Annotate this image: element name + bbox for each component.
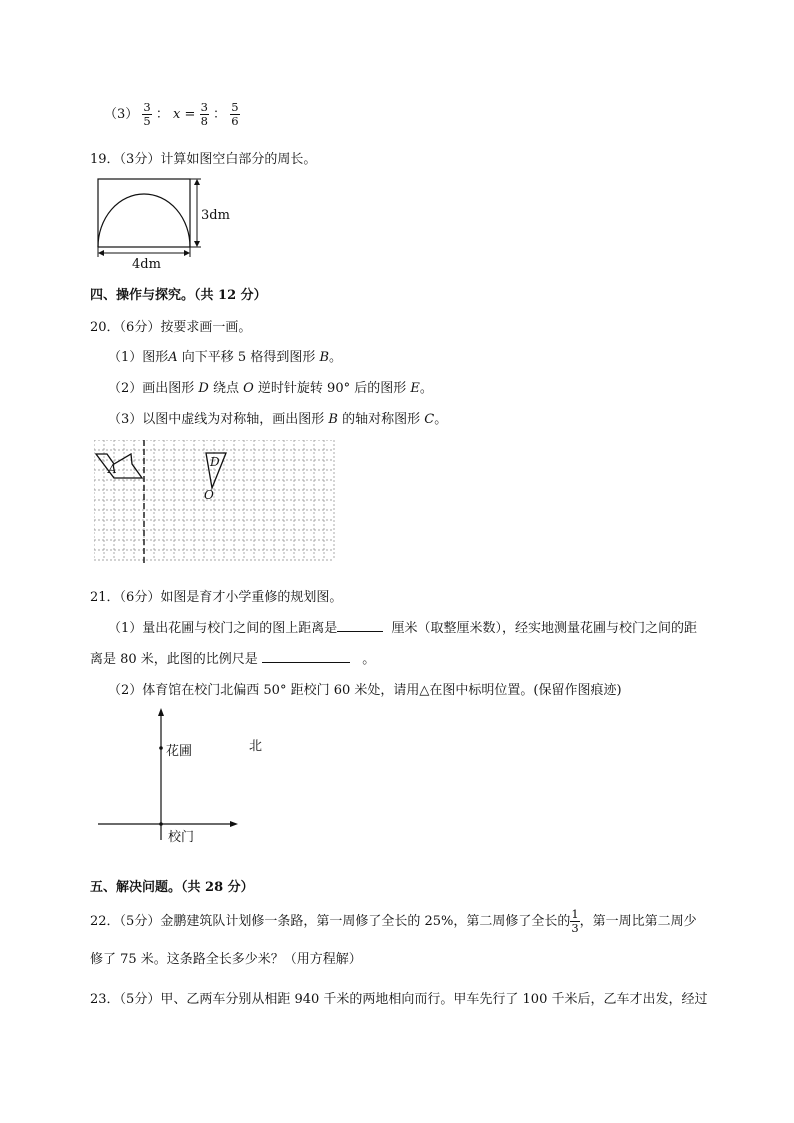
shape-d-label: D bbox=[210, 455, 220, 469]
colon: ： bbox=[213, 107, 227, 122]
gate-point bbox=[159, 822, 163, 826]
q21-map-figure bbox=[94, 706, 254, 846]
equals-sign: = bbox=[184, 107, 196, 122]
section-5-title: 五、解决问题。（共 28 分） bbox=[90, 880, 254, 895]
q23-text: 23．（5分）甲、乙两车分别从相距 940 千米的两地相向而行。甲车先行了 100 千米后，乙车才出发，经过 bbox=[90, 992, 708, 1007]
q19-text: 19．（3分）计算如图空白部分的周长。 bbox=[90, 152, 317, 167]
north-label: 北 bbox=[249, 739, 263, 754]
point-o-label: O bbox=[204, 488, 214, 502]
q22-line2: 修了 75 米。这条路全长多少米？（用方程解） bbox=[90, 952, 362, 967]
semicircle-arc bbox=[98, 194, 190, 247]
garden-point bbox=[159, 746, 163, 750]
gate-label: 校门 bbox=[168, 830, 195, 845]
fraction-1-3: $\frac{1}{3}$ bbox=[571, 907, 579, 935]
q21-part1-line1: （1）量出花圃与校门之间的图上距离是 厘米（取整厘米数），经实地测量花圃与校门之间的距 bbox=[108, 621, 698, 636]
q22-line1: 22．（5分）金鹏建筑队计划修一条路，第一周修了全长的 25%，第二周修了全长的 $\frac{1}{3}$ ，第一周比第二周少 bbox=[90, 907, 697, 935]
fraction-3-5: $\frac{3}{5}$ bbox=[143, 100, 151, 128]
q18-3-proportion bbox=[104, 101, 240, 128]
shape-a bbox=[96, 454, 142, 478]
q20-item-3: （3）以图中虚线为对称轴，画出图形 B 的轴对称图形 C。 bbox=[108, 412, 448, 427]
section-4-title: 四、操作与探究。（共 12 分） bbox=[90, 288, 267, 303]
rectangle bbox=[98, 179, 190, 247]
q21-part2: （2）体育馆在校门北偏西 50° 距校门 60 米处，请用△在图中标明位置。(保留作图痕迹) bbox=[108, 683, 622, 698]
answer-blank-scale[interactable] bbox=[262, 662, 350, 663]
q20-item-2: （2）画出图形 D 绕点 O 逆时针旋转 90° 后的图形 E。 bbox=[108, 381, 433, 396]
q20-item-1: （1）图形A 向下平移 5 格得到图形 B。 bbox=[108, 350, 343, 365]
q21-part1-line2: 离是 80 米，此图的比例尺是 。 bbox=[90, 652, 376, 667]
shape-a-label: A bbox=[108, 462, 117, 476]
fraction-5-6: $\frac{5}{6}$ bbox=[231, 100, 239, 128]
variable-x: x bbox=[173, 107, 181, 122]
garden-label: 花圃 bbox=[166, 744, 193, 759]
fraction-3-8: $\frac{3}{8}$ bbox=[200, 100, 208, 128]
q20-text: 20．（6分）按要求画一画。 bbox=[90, 320, 252, 335]
colon: ： bbox=[155, 107, 169, 122]
q21-text: 21．（6分）如图是育才小学重修的规划图。 bbox=[90, 590, 343, 605]
height-label: 3dm bbox=[201, 208, 230, 223]
answer-blank-distance[interactable] bbox=[337, 631, 383, 632]
width-label: 4dm bbox=[132, 257, 161, 272]
q18-3-label: （3） bbox=[104, 107, 139, 122]
